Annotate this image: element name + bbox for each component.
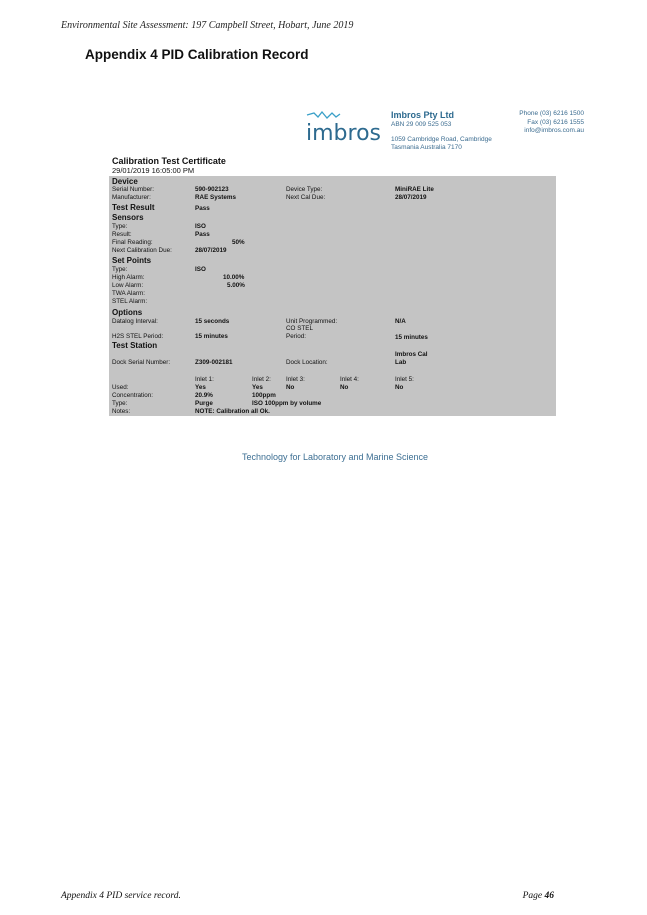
certificate-title: Calibration Test Certificate (112, 156, 226, 166)
h2s-stel-value: 15 minutes (195, 333, 228, 340)
test-result-value: Pass (195, 205, 210, 212)
logo-text: imbros (306, 121, 381, 143)
serial-label: Serial Number: (112, 186, 154, 193)
twa-alarm-label: TWA Alarm: (112, 290, 146, 297)
company-name: Imbros Pty Ltd (391, 110, 455, 120)
options-heading: Options (112, 308, 143, 317)
page-label: Page (522, 891, 543, 901)
company-email: info@imbros.com.au (524, 127, 584, 134)
final-reading-label: Final Reading: (112, 239, 153, 246)
low-alarm-label: Low Alarm: (112, 282, 144, 289)
next-calibration-due-value: 28/07/2019 (195, 247, 227, 254)
inlet-5-label: Inlet 5: (395, 376, 414, 383)
high-alarm-value: 10.00% (223, 274, 245, 281)
used-inlet-4: No (340, 384, 349, 391)
device-type-label: Device Type: (286, 186, 323, 193)
inlet-3-label: Inlet 3: (286, 376, 305, 383)
test-station-heading: Test Station (112, 341, 158, 350)
footer-caption: Appendix 4 PID service record. (61, 891, 181, 901)
sensor-type-label: Type: (112, 223, 128, 230)
period-value: 15 minutes (395, 334, 428, 341)
device-heading: Device (112, 177, 138, 186)
company-address-line-2: Tasmania Australia 7170 (391, 144, 462, 151)
final-reading-value: 50% (232, 239, 245, 246)
setpoint-type-value: ISO (195, 266, 206, 273)
inlet-4-label: Inlet 4: (340, 376, 359, 383)
high-alarm-label: High Alarm: (112, 274, 145, 281)
certificate-panel (109, 176, 556, 416)
notes-label: Notes: (112, 408, 131, 415)
used-inlet-3: No (286, 384, 295, 391)
sensors-heading: Sensors (112, 213, 144, 222)
company-address-line-1: 1059 Cambridge Road, Cambridge (391, 135, 492, 143)
dock-location-value-1: Imbros Cal (395, 351, 428, 358)
device-type-value: MiniRAE Lite (395, 186, 434, 193)
sensor-result-value: Pass (195, 231, 210, 238)
imbros-logo (306, 111, 382, 143)
concentration-label: Concentration: (112, 392, 153, 399)
manufacturer-value: RAE Systems (195, 194, 236, 201)
running-header: Environmental Site Assessment: 197 Campbell Street, Hobart, June 2019 (61, 20, 354, 31)
next-cal-label: Next Cal Due: (286, 194, 326, 201)
serial-value: 590-902123 (195, 186, 229, 193)
dock-location-label: Dock Location: (286, 359, 328, 366)
notes-value: NOTE: Calibration all Ok. (195, 408, 270, 415)
concentration-inlet-2: 100ppm (252, 392, 276, 399)
unit-programmed-value: N/A (395, 318, 406, 325)
inlet-type-1: Purge (195, 400, 213, 407)
company-phone: Phone (03) 6216 1500 (519, 110, 584, 117)
page-number-value: 46 (544, 891, 554, 901)
company-abn: ABN 29 009 525 053 (391, 121, 452, 128)
period-label: Period: (286, 333, 306, 340)
next-cal-value: 28/07/2019 (395, 194, 427, 201)
inlet-1-label: Inlet 1: (195, 376, 214, 383)
dock-serial-value: Z309-002181 (195, 359, 233, 366)
low-alarm-value: 5.00% (227, 282, 245, 289)
sensor-type-value: ISO (195, 223, 206, 230)
set-points-heading: Set Points (112, 256, 152, 265)
inlet-type-2: ISO 100ppm by volume (252, 400, 322, 407)
datalog-interval-label: Datalog Interval: (112, 318, 158, 325)
unit-programmed-label: Unit Programmed: (286, 318, 338, 325)
concentration-inlet-1: 20.9% (195, 392, 213, 399)
used-inlet-5: No (395, 384, 404, 391)
certificate-datetime: 29/01/2019 16:05:00 PM (112, 166, 195, 175)
page-title: Appendix 4 PID Calibration Record (85, 47, 309, 62)
contact-block (496, 110, 584, 136)
h2s-stel-label: H2S STEL Period: (112, 333, 164, 340)
page-number (523, 891, 554, 901)
datalog-interval-value: 15 seconds (195, 318, 230, 325)
inlet-2-label: Inlet 2: (252, 376, 271, 383)
dock-serial-label: Dock Serial Number: (112, 359, 171, 366)
setpoint-type-label: Type: (112, 266, 128, 273)
company-block (391, 110, 492, 153)
inlet-type-label: Type: (112, 400, 128, 407)
test-result-heading: Test Result (112, 203, 155, 212)
used-label: Used: (112, 384, 129, 391)
next-calibration-due-label: Next Calibration Due: (112, 247, 172, 254)
manufacturer-label: Manufacturer: (112, 194, 151, 201)
used-inlet-2: Yes (252, 384, 263, 391)
logo-wave-icon (307, 112, 340, 118)
used-inlet-1: Yes (195, 384, 206, 391)
company-fax: Fax (03) 6216 1555 (527, 118, 584, 126)
dock-location-value-2: Lab (395, 359, 407, 366)
stel-alarm-label: STEL Alarm: (112, 298, 148, 305)
company-tagline: Technology for Laboratory and Marine Science (241, 452, 429, 462)
sensor-result-label: Result: (112, 231, 132, 238)
co-stel-label: CO STEL (286, 325, 313, 332)
